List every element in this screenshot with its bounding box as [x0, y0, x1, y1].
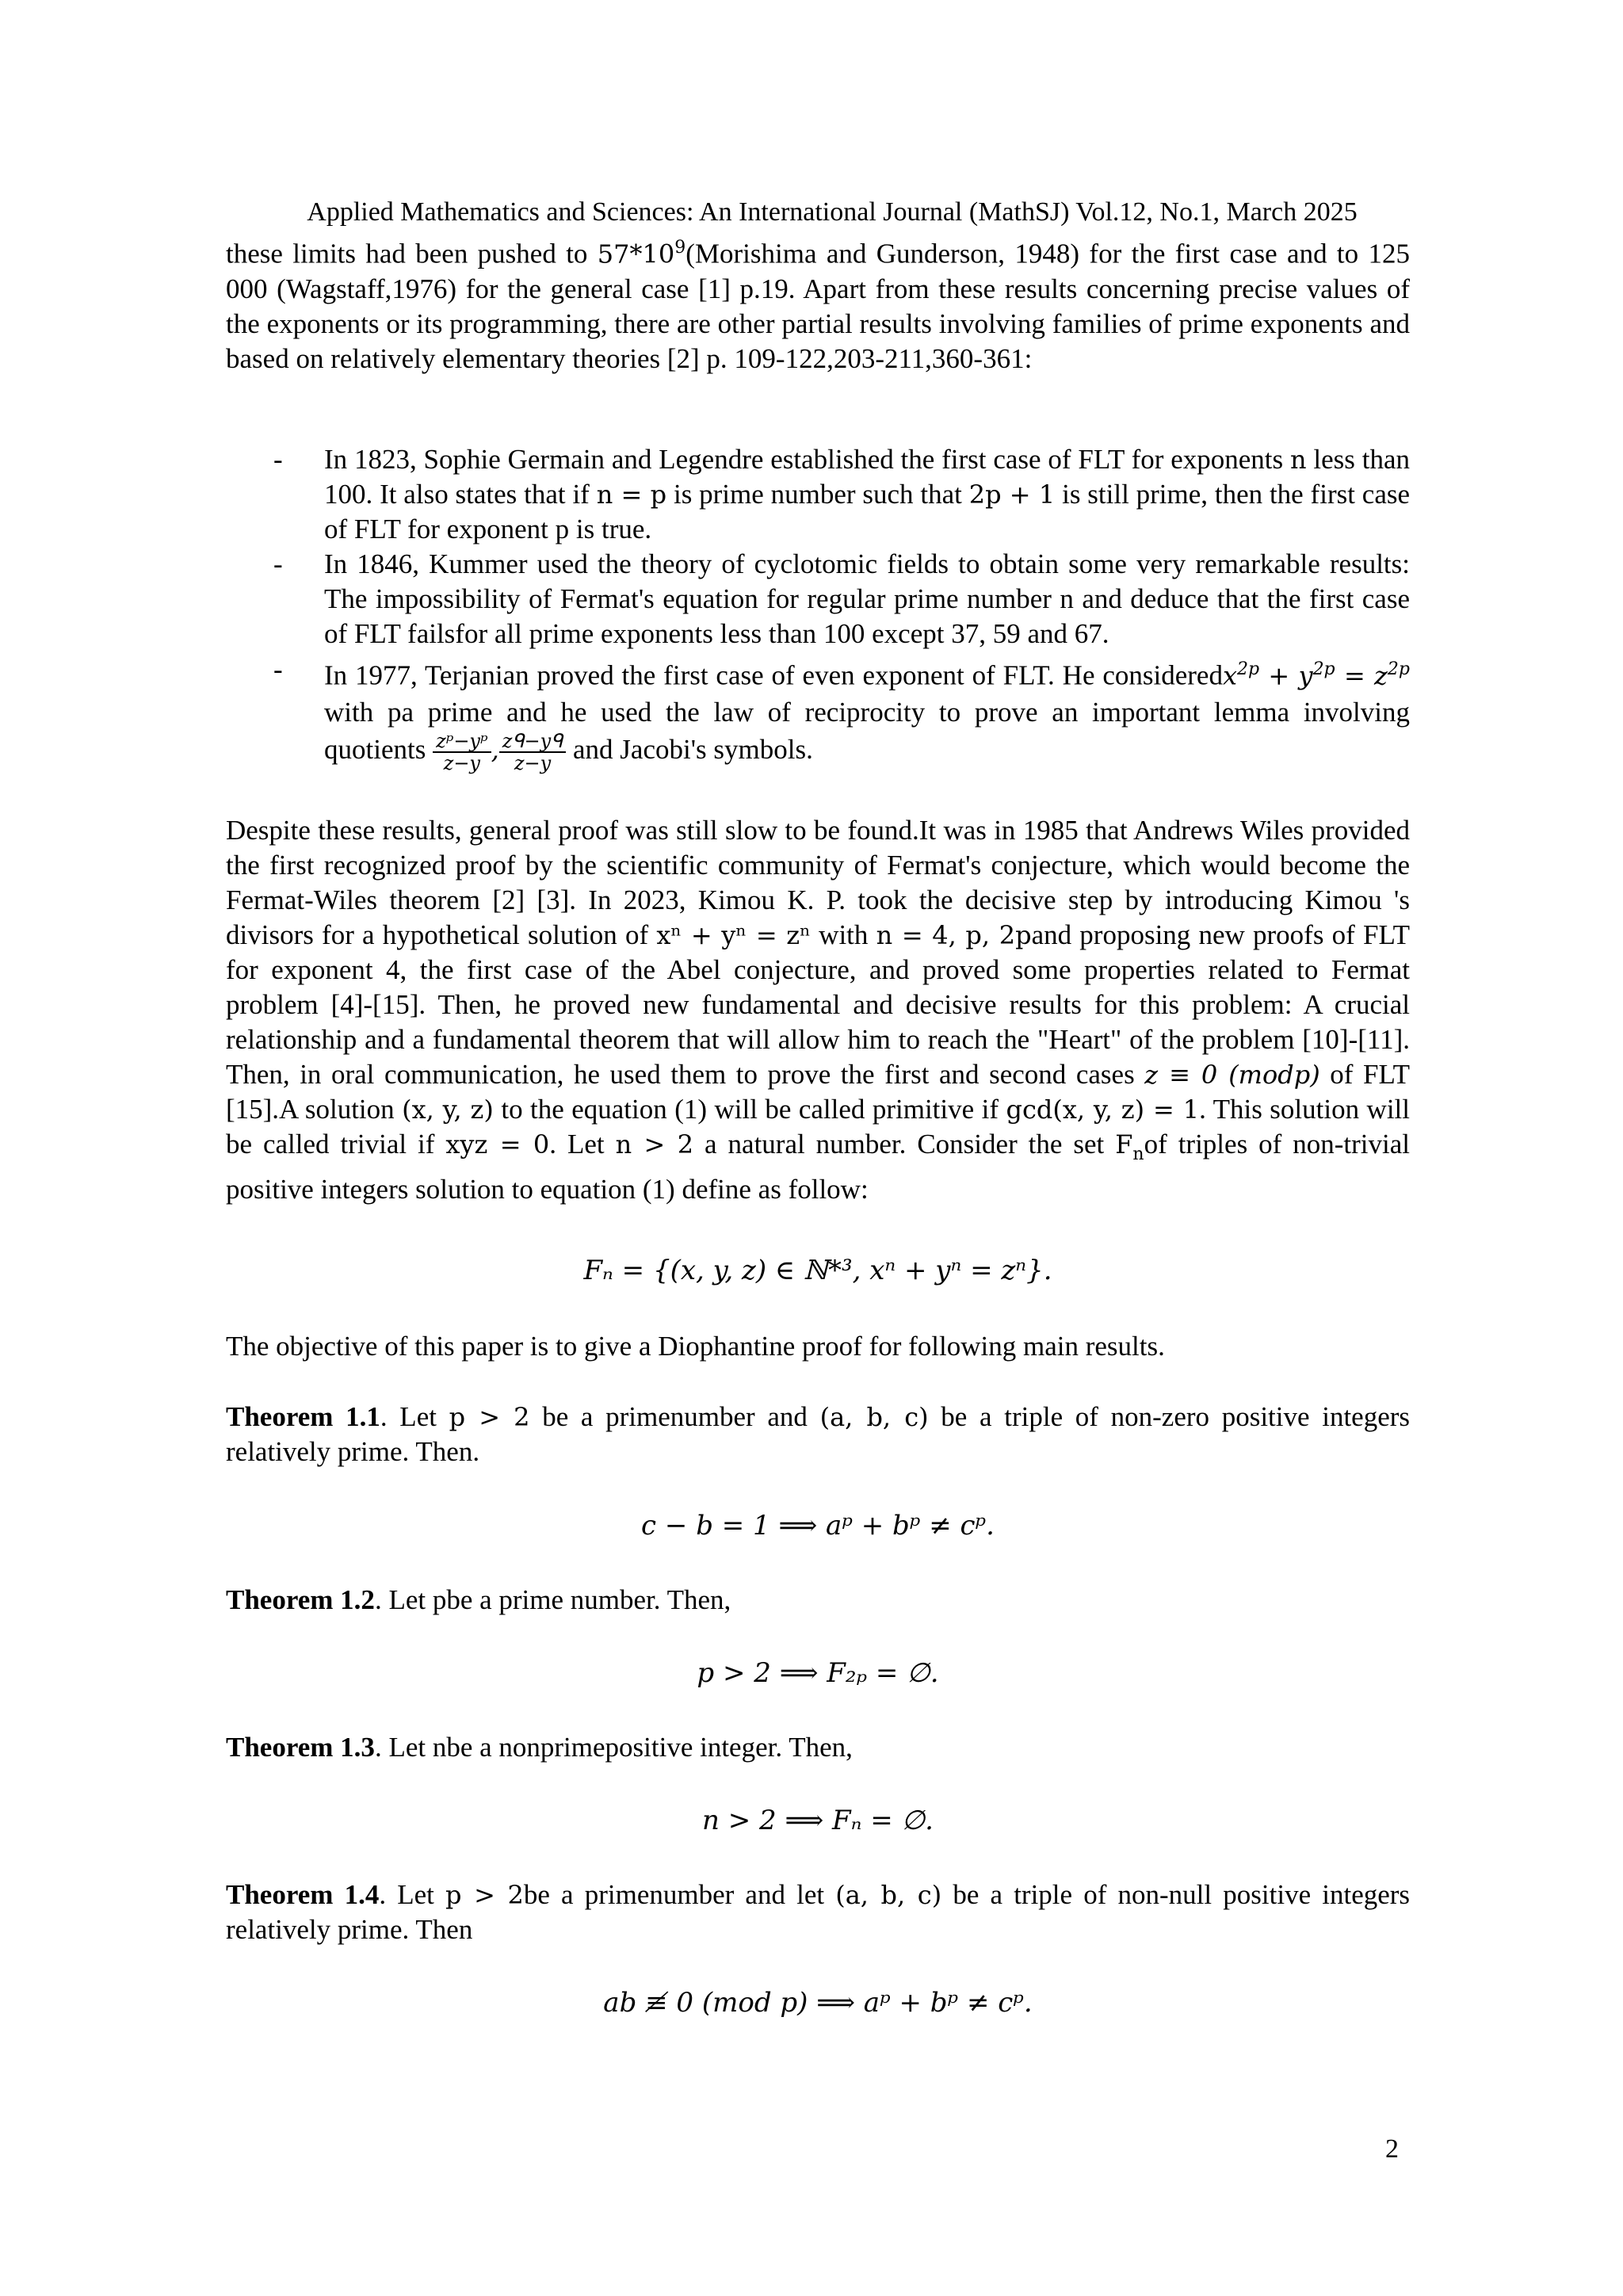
quotient-fraction-q: $\frac{\text{zᑫ−yᑫ}}{z-y}$: [499, 731, 566, 774]
equation-theorem-1-2: p > 2 ⟹ F₂ₚ = ∅.: [697, 1657, 939, 1689]
list-item: - In 1823, Sophie Germain and Legendre established the first case of FLT for exponents n less than 100. It also states that if n = p is prime number such that 2p + 1 is still prime, then the first case of FLT for exponent p is true.: [273, 444, 1411, 544]
quotient-fraction-p: $\frac{\text{zᵖ−yᵖ}}{z-y}$: [433, 731, 491, 774]
page-number: 2: [1385, 2134, 1399, 2164]
body-paragraph: Despite these results, general proof was still slow to be found.It was in 1985 that Andrews Wiles provided the first recognized proof by the scientific community of Fermat's conjecture, which would become the Fermat-Wiles theorem [2] [3]. In 2023, Kimou K. P. took the decisive step by introducing Kimou 's divisors for a hypothetical solution of xⁿ + yⁿ = zⁿ with n = 4, p, 2pand proposing new proofs of FLT for exponent 4, the first case of the Abel conjecture, and proved some properties related to Fermat problem [4]-[15]. Then, he proved new fundamental and decisive results for this problem: A crucial relationship and a fundamental theorem that will allow him to reach the "Heart" of the problem [10]-[11]. Then, in oral communication, he used them to prove the first and second cases z ≡ 0 (modp) of FLT [15].A solution (x, y, z) to the equation (1) will be called primitive if gcd(x, y, z) = 1. This solution will be called trivial if xyz = 0. Let n > 2 a natural number. Consider the set $F_nof$ triples of non-trivial positive integers solution to equation (1) define as follow:: [226, 815, 1411, 1205]
theorem-1-3: Theorem 1.3. Let nbe a nonprimepositive integer. Then,: [226, 1732, 853, 1763]
objective-paragraph: The objective of this paper is to give a Diophantine proof for following main results.: [226, 1331, 1165, 1362]
equation-fn-definition: Fₙ = {(x, y, z) ∈ ℕ*³, xⁿ + yⁿ = zⁿ}.: [583, 1255, 1052, 1286]
theorem-1-1: Theorem 1.1. Let p > 2 be a primenumber and (a, b, c) be a triple of non-zero positive integers relatively prime. Then.: [226, 1401, 1411, 1467]
theorem-1-4: Theorem 1.4. Let p > 2be a primenumber and let (a, b, c) be a triple of non-null positive integers relatively prime. Then: [226, 1879, 1411, 1945]
results-list: [226, 442, 1410, 774]
list-item: - In 1846, Kummer used the theory of cyclotomic fields to obtain some very remarkable results: The impossibility of Fermat's equation for regular prime number n and deduce that the first case of FLT failsfor all prime exponents less than 100 except 37, 59 and 67.: [273, 548, 1410, 649]
equation-theorem-1-1: c − b = 1 ⟹ aᵖ + bᵖ ≠ cᵖ.: [641, 1510, 995, 1541]
equation-theorem-1-3: n > 2 ⟹ Fₙ = ∅.: [702, 1805, 934, 1836]
theorem-1-2: Theorem 1.2. Let pbe a prime number. Then,: [226, 1584, 731, 1615]
intro-paragraph: these limits had been pushed to $57*10^9(Morishima$ and Gunderson, 1948) for the first case and to 125 000 (Wagstaff,1976) for the general case [1] p.19. Apart from these results concerning precise values of the exponents or its programming, there are other partial results involving families of prime exponents and based on relatively elementary theories [2] p. 109-122,203-211,360-361:: [226, 238, 1411, 374]
running-header: Applied Mathematics and Sciences: An International Journal (MathSJ) Vol.12, No.1, March 2025: [307, 197, 1358, 227]
list-item: - In 1977, Terjanian proved the first case of even exponent of FLT. He consideredx$^{2p}$ + $y^{2p} = z^{2p}$ with pa prime and he used the law of reciprocity to prove an important lemma involving quotients $\frac{\text{zᵖ−yᵖ}}{z-y}$ , $\frac{\text{zᑫ−yᑫ}}{z-y}$ and Jacobi's symbols.: [273, 654, 1410, 774]
equation-theorem-1-4: ab ≢ 0 (mod p) ⟹ aᵖ + bᵖ ≠ cᵖ.: [603, 1987, 1033, 2019]
